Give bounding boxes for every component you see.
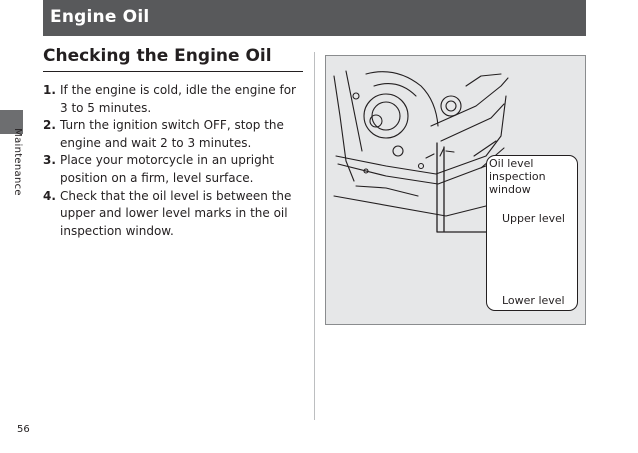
lower-level-label: Lower level bbox=[502, 294, 565, 307]
step-text: If the engine is cold, idle the engine for 3 to 5 minutes. bbox=[60, 83, 296, 115]
instruction-steps bbox=[43, 82, 305, 240]
callout-window-label-line-1: Oil level bbox=[489, 157, 534, 170]
step-item bbox=[43, 152, 305, 187]
step-text: Check that the oil level is between the upper and lower level marks in the oil inspection window. bbox=[60, 188, 292, 238]
step-item bbox=[43, 82, 305, 117]
upper-level-label: Upper level bbox=[502, 212, 565, 225]
section-title-underline bbox=[43, 71, 303, 72]
callout-window-label-line-2: inspection bbox=[489, 170, 546, 183]
callout-window-label-line-3: window bbox=[489, 183, 531, 196]
step-number: 4. bbox=[43, 188, 56, 203]
header-title: Engine Oil bbox=[50, 7, 150, 27]
page-number: 56 bbox=[17, 424, 30, 435]
column-divider bbox=[314, 52, 315, 420]
step-text: Place your motorcycle in an upright position on a firm, level surface. bbox=[60, 153, 275, 185]
step-text: Turn the ignition switch OFF, stop the engine and wait 2 to 3 minutes. bbox=[60, 118, 284, 150]
step-number: 2. bbox=[43, 118, 56, 133]
step-number: 3. bbox=[43, 153, 56, 168]
section-title: Checking the Engine Oil bbox=[43, 46, 272, 66]
step-item bbox=[43, 117, 305, 152]
sidebar-section-label: Maintenance bbox=[12, 128, 23, 196]
step-item bbox=[43, 188, 305, 241]
step-number: 1. bbox=[43, 83, 56, 97]
